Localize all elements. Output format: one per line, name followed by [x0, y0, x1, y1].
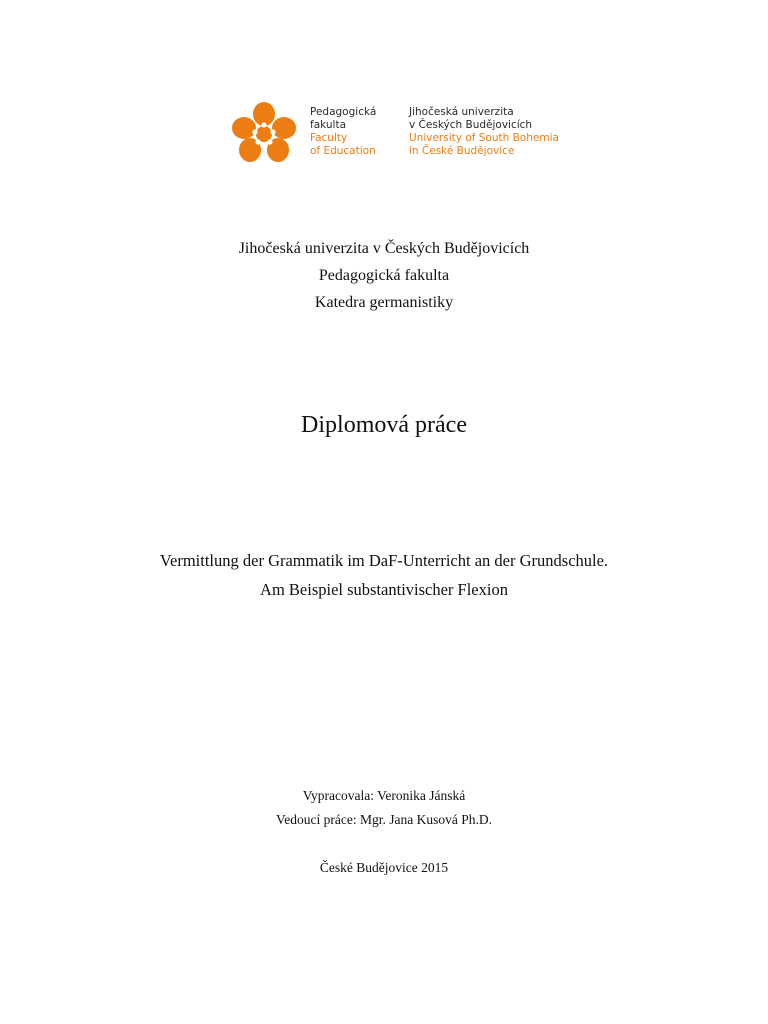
supervisor-credit: Vedoucí práce: Mgr. Jana Kusová Ph.D. — [276, 812, 492, 827]
university-name-cz-line2: v Českých Budějovicích — [409, 119, 533, 131]
university-name-block — [409, 106, 559, 158]
faculty-name-cz-line1: Pedagogická — [310, 106, 377, 118]
faculty-heading: Pedagogická fakulta — [318, 267, 450, 284]
thesis-title-line2: Am Beispiel substantivischer Flexion — [260, 580, 508, 599]
place-and-year: České Budějovice 2015 — [319, 860, 449, 875]
thesis-title-line1: Vermittlung der Grammatik im DaF-Unterricht an der Grundschule. — [159, 551, 609, 570]
department-heading: Katedra germanistiky — [314, 294, 454, 311]
faculty-name-en-line1: Faculty — [310, 132, 348, 144]
university-name-en-line2: in České Budějovice — [409, 145, 515, 157]
university-name-en-line1: University of South Bohemia — [409, 132, 559, 144]
faculty-name-en-line2: of Education — [310, 145, 376, 157]
faculty-name-cz-line2: fakulta — [310, 119, 347, 131]
document-type-title: Diplomová práce — [301, 412, 467, 438]
flower-logo-icon — [230, 100, 298, 164]
university-heading: Jihočeská univerzita v Českých Budějovicích — [238, 240, 530, 257]
faculty-name-block — [310, 106, 376, 158]
faculty-logo — [230, 100, 590, 164]
author-credit: Vypracovala: Veronika Jánská — [302, 788, 466, 803]
university-name-cz-line1: Jihočeská univerzita — [409, 106, 514, 118]
